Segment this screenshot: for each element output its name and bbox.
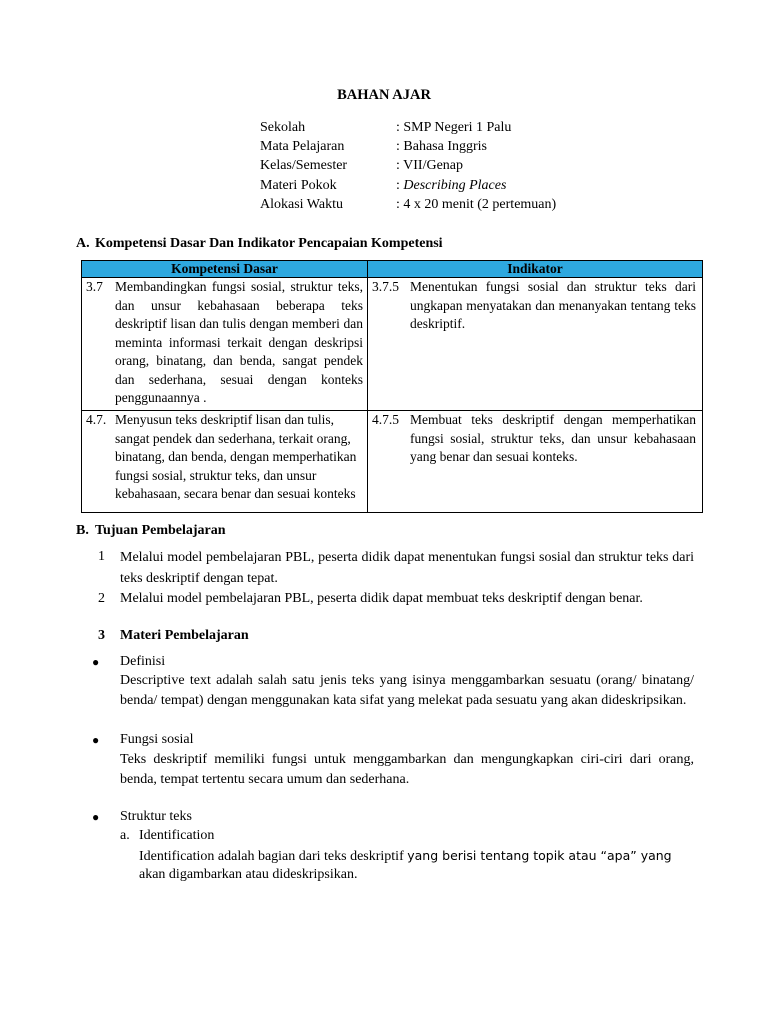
indikator-text: Menentukan fungsi sosial dan struktur teks dari ungkapan menyatakan dan menanyakan tentang teks deskriptif. bbox=[410, 279, 696, 331]
bullet-icon: ● bbox=[92, 810, 100, 824]
table-row bbox=[82, 411, 703, 513]
info-label: Sekolah bbox=[260, 120, 306, 135]
table-cell-indikator bbox=[368, 278, 703, 411]
table-cell-kd bbox=[82, 411, 368, 513]
list-number: 1 bbox=[98, 549, 105, 564]
indikator-text: Membuat teks deskriptif dengan memperhatikan fungsi sosial, struktur teks, dan unsur kebahasaan yang benar dan sesuai konteks. bbox=[410, 412, 696, 464]
kd-number: 3.7 bbox=[86, 279, 103, 294]
section-title: Materi Pembelajaran bbox=[120, 628, 249, 643]
sub-paragraph-text-sans: yang berisi tentang topik atau “apa” yang bbox=[407, 848, 672, 863]
info-label: Mata Pelajaran bbox=[260, 139, 345, 154]
section-letter: B. bbox=[76, 523, 89, 538]
list-number: 2 bbox=[98, 591, 105, 606]
info-label: Alokasi Waktu bbox=[260, 197, 343, 212]
materi-paragraph: Descriptive text adalah salah satu jenis teks yang isinya menggambarkan sesuatu (orang/ binatang/ benda/ tempat) dengan menggunakan kata sifat yang melekat pada sesuatu yang akan dideskripsikan. bbox=[120, 673, 694, 708]
table-header-row bbox=[82, 261, 703, 278]
kd-text: Menyusun teks deskriptif lisan dan tulis, sangat pendek dan sederhana, terkait orang, binatang, dan benda, dengan memperhatikan fungsi sosial, struktur teks, dan unsur kebahasaan, secara benar dan sesuai konteks bbox=[115, 412, 357, 501]
kd-text: Membandingkan fungsi sosial, struktur teks, dan unsur kebahasaan beberapa teks deskriptif lisan dan tulis dengan memberi dan meminta informasi terkait dengan deskripsi orang, binatang, dan benda, sangat pendek dan sederhana, sesuai dengan konteks penggunaannya . bbox=[115, 279, 363, 405]
table-header-indikator: Indikator bbox=[368, 261, 703, 278]
bullet-icon: ● bbox=[92, 655, 100, 669]
table-row bbox=[82, 278, 703, 411]
table-cell-kd bbox=[82, 278, 368, 411]
section-a-heading bbox=[76, 234, 696, 254]
sub-paragraph bbox=[139, 846, 694, 866]
list-item: Melalui model pembelajaran PBL, peserta didik dapat menentukan fungsi sosial dan struktur teks dari teks deskriptif dengan tepat. bbox=[120, 550, 694, 586]
section-letter: A. bbox=[76, 236, 90, 251]
info-value-prefix: : bbox=[396, 178, 404, 193]
info-value: : 4 x 20 menit (2 pertemuan) bbox=[396, 197, 557, 212]
section-number: 3 bbox=[98, 628, 105, 643]
info-label: Materi Pokok bbox=[260, 178, 337, 193]
info-value bbox=[396, 176, 506, 195]
info-value: : Bahasa Inggris bbox=[396, 139, 487, 154]
sub-title: Identification bbox=[139, 828, 215, 843]
info-value-italic: Describing Places bbox=[403, 178, 507, 193]
sub-paragraph-text: Identification adalah bagian dari teks deskriptif bbox=[139, 849, 404, 864]
info-value: : VII/Genap bbox=[396, 158, 463, 173]
materi-label: Struktur teks bbox=[120, 809, 192, 824]
competency-table bbox=[81, 260, 703, 513]
table-header-kd: Kompetensi Dasar bbox=[82, 261, 368, 278]
materi-paragraph: Teks deskriptif memiliki fungsi untuk menggambarkan dan mengungkapkan ciri-ciri dari orang, benda, tempat tertentu secara umum dan sederhana. bbox=[120, 752, 694, 787]
section-title: Kompetensi Dasar Dan Indikator Pencapaian Kompetensi bbox=[95, 236, 443, 251]
section-b-heading bbox=[76, 521, 696, 541]
materi-label: Fungsi sosial bbox=[120, 732, 194, 747]
sub-paragraph-line: akan digambarkan atau dideskripsikan. bbox=[139, 867, 358, 882]
indikator-number: 4.7.5 bbox=[372, 412, 399, 427]
kd-number: 4.7. bbox=[86, 412, 107, 427]
info-value: : SMP Negeri 1 Palu bbox=[396, 120, 512, 135]
indikator-number: 3.7.5 bbox=[372, 279, 399, 294]
section-title: Tujuan Pembelajaran bbox=[95, 523, 226, 538]
section-3-heading bbox=[98, 626, 498, 646]
sub-letter: a. bbox=[120, 828, 130, 843]
list-item: Melalui model pembelajaran PBL, peserta didik dapat membuat teks deskriptif dengan benar. bbox=[120, 591, 643, 606]
bullet-icon: ● bbox=[92, 733, 100, 747]
table-cell-indikator bbox=[368, 411, 703, 513]
info-label: Kelas/Semester bbox=[260, 158, 348, 173]
page-title: BAHAN AJAR bbox=[337, 87, 431, 103]
materi-label: Definisi bbox=[120, 654, 166, 669]
